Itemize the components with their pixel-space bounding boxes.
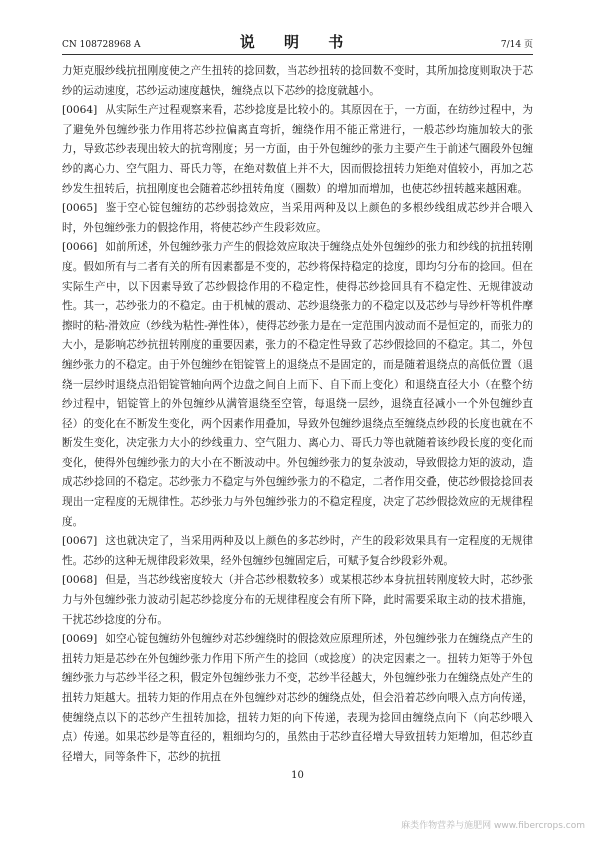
paragraph-text: 鉴于空心锭包缠纺的芯纱弱捻效应，当采用两种及以上颜色的多根纱线组成芯纱并合喂入时，外包缠纱张力的假捻作用，将使芯纱产生段彩效应。: [62, 202, 533, 234]
paragraph-number: [0065]: [62, 202, 98, 215]
page-count: 7/14 页: [500, 40, 533, 50]
page-title: 说 明 书: [239, 33, 356, 51]
paragraph-text: 这也就决定了，当采用两种及以上颜色的多芯纱时，产生的段彩效果具有一定程度的无规律性。芯纱的这种无规律段彩效果，经外包缠纱包缠固定后，可赋予复合纱段彩外观。: [62, 535, 533, 567]
paragraph-0065: [62, 199, 533, 238]
page-number: 10: [291, 770, 304, 781]
paragraph-number: [0068]: [62, 574, 98, 587]
paragraph-text: 但是，当芯纱线密度较大（并合芯纱根数较多）或某根芯纱本身抗扭转刚度较大时，芯纱张力与外包缠纱张力波动引起芯纱捻度分布的无规律程度会有所下降，此时需要采取主动的技术措施，干扰芯纱捻度的分布。: [62, 574, 533, 626]
intro-paragraph: 力矩克服纱线抗扭刚度使之产生扭转的捻回数，当芯纱扭转的捻回数不变时，其所加捻度则取决于芯纱的运动速度，芯纱运动速度越快，缠绕点以下芯纱的捻度就越小。: [62, 65, 533, 97]
paragraph-0064: [62, 101, 533, 199]
paragraph-0066: [62, 238, 533, 532]
page-header: [62, 34, 533, 55]
paragraph-0068: [62, 571, 533, 630]
paragraph-0069: [62, 630, 533, 767]
paragraph-number: [0064]: [62, 104, 98, 117]
document-body: [62, 62, 533, 767]
paragraph-text: 如前所述，外包缠纱张力产生的假捻效应取决于缠绕点处外包缠纱的张力和纱线的抗扭转刚度。假如所有与二者有关的所有因素都是不变的，芯纱将保持稳定的捻度，即均匀分布的捻回。但在实际生产中，以下因素导致了芯纱假捻作用的不稳定性，使得芯纱捻回具有不稳定性、无规律波动性。其一，芯纱张力的不稳定。由于机械的震动、芯纱退绕张力的不稳定以及芯纱与导纱杆等机件摩擦时的粘-滑效应（纱线为粘性-弹性体），使得芯纱张力是在一定范围内波动而不是恒定的，而张力的大小，是影响芯纱抗扭转刚度的重要因素，张力的不稳定性导致了芯纱假捻回的不稳定。其二，外包缠纱张力的不稳定。由于外包缠纱在铝锭管上的退绕点不是固定的，而是随着退绕点的高低位置（退绕一层纱时退绕点沿铝锭管轴向两个边盘之间自上而下、自下而上变化）和退绕直径大小（在整个纺纱过程中，铝锭管上的外包缠纱从满管退绕至空管，每退绕一层纱，退绕直径减小一个外包缠纱直径）的变化在不断发生变化，两个因素作用叠加，导致外包缠纱退绕点至缠绕点纱段的长度也就在不断发生变化，决定张力大小的纱线重力、空气阻力、离心力、哥氏力等也就随着该纱段长度的变化而变化，使得外包缠纱张力的大小在不断波动中。外包缠纱张力的复杂波动，导致假捻力矩的波动，造成芯纱捻回的不稳定。芯纱张力不稳定与外包缠纱张力的不稳定，二者作用交叠，使芯纱假捻捻回表现出一定程度的无规律性。芯纱张力与外包缠纱张力的不稳定程度，决定了芯纱假捻效应的无规律程度。: [62, 241, 533, 528]
paragraph-number: [0066]: [62, 241, 98, 254]
watermark: 麻类作物营养与施肥网 www.fibercrops.com: [401, 821, 585, 831]
paragraph-text: 从实际生产过程观察来看，芯纱捻度是比较小的。其原因在于，一方面，在纺纱过程中，为了避免外包缠纱张力作用将芯纱拉偏离直弯折，缠绕作用不能正常进行，一般芯纱均施加较大的张力，导致芯纱表现出较大的抗弯刚度；另一方面，由于外包缠纱的张力主要产生于前述气圈段外包缠纱的离心力、空气阻力、哥氏力等，在绝对数值上并不大，因而假捻扭转力矩绝对值较小，再加之芯纱发生扭转后，抗扭刚度也会随着芯纱扭转角度（圈数）的增加而增加，也使芯纱扭转越来越困难。: [62, 104, 533, 195]
paragraph-0067: [62, 532, 533, 571]
paragraph-number: [0067]: [62, 535, 98, 548]
paragraph-number: [0069]: [62, 633, 98, 646]
paragraph-text: 如空心锭包缠纺外包缠纱对芯纱缠绕时的假捻效应原理所述，外包缠纱张力在缠绕点产生的扭转力矩是芯纱在外包缠纱张力作用下所产生的捻回（或捻度）的决定因素之一。扭转力矩等于外包缠纱张力与芯纱半径之积，假定外包缠纱张力不变，芯纱半径越大，外包缠纱张力在缠绕点处产生的扭转力矩越大。扭转力矩的作用点在外包缠纱对芯纱的缠绕点处，但会沿着芯纱向喂入点方向传递，使缠绕点以下的芯纱产生扭转加捻，扭转力矩的向下传递，表现为捻回由缠绕点向下（向芯纱喂入点）传递。如果芯纱是等直径的，粗细均匀的，虽然由于芯纱直径增大导致扭转力矩增加，但芯纱直径增大，同等条件下，芯纱的抗扭: [62, 633, 533, 763]
document-number: CN 108728968 A: [62, 40, 141, 50]
